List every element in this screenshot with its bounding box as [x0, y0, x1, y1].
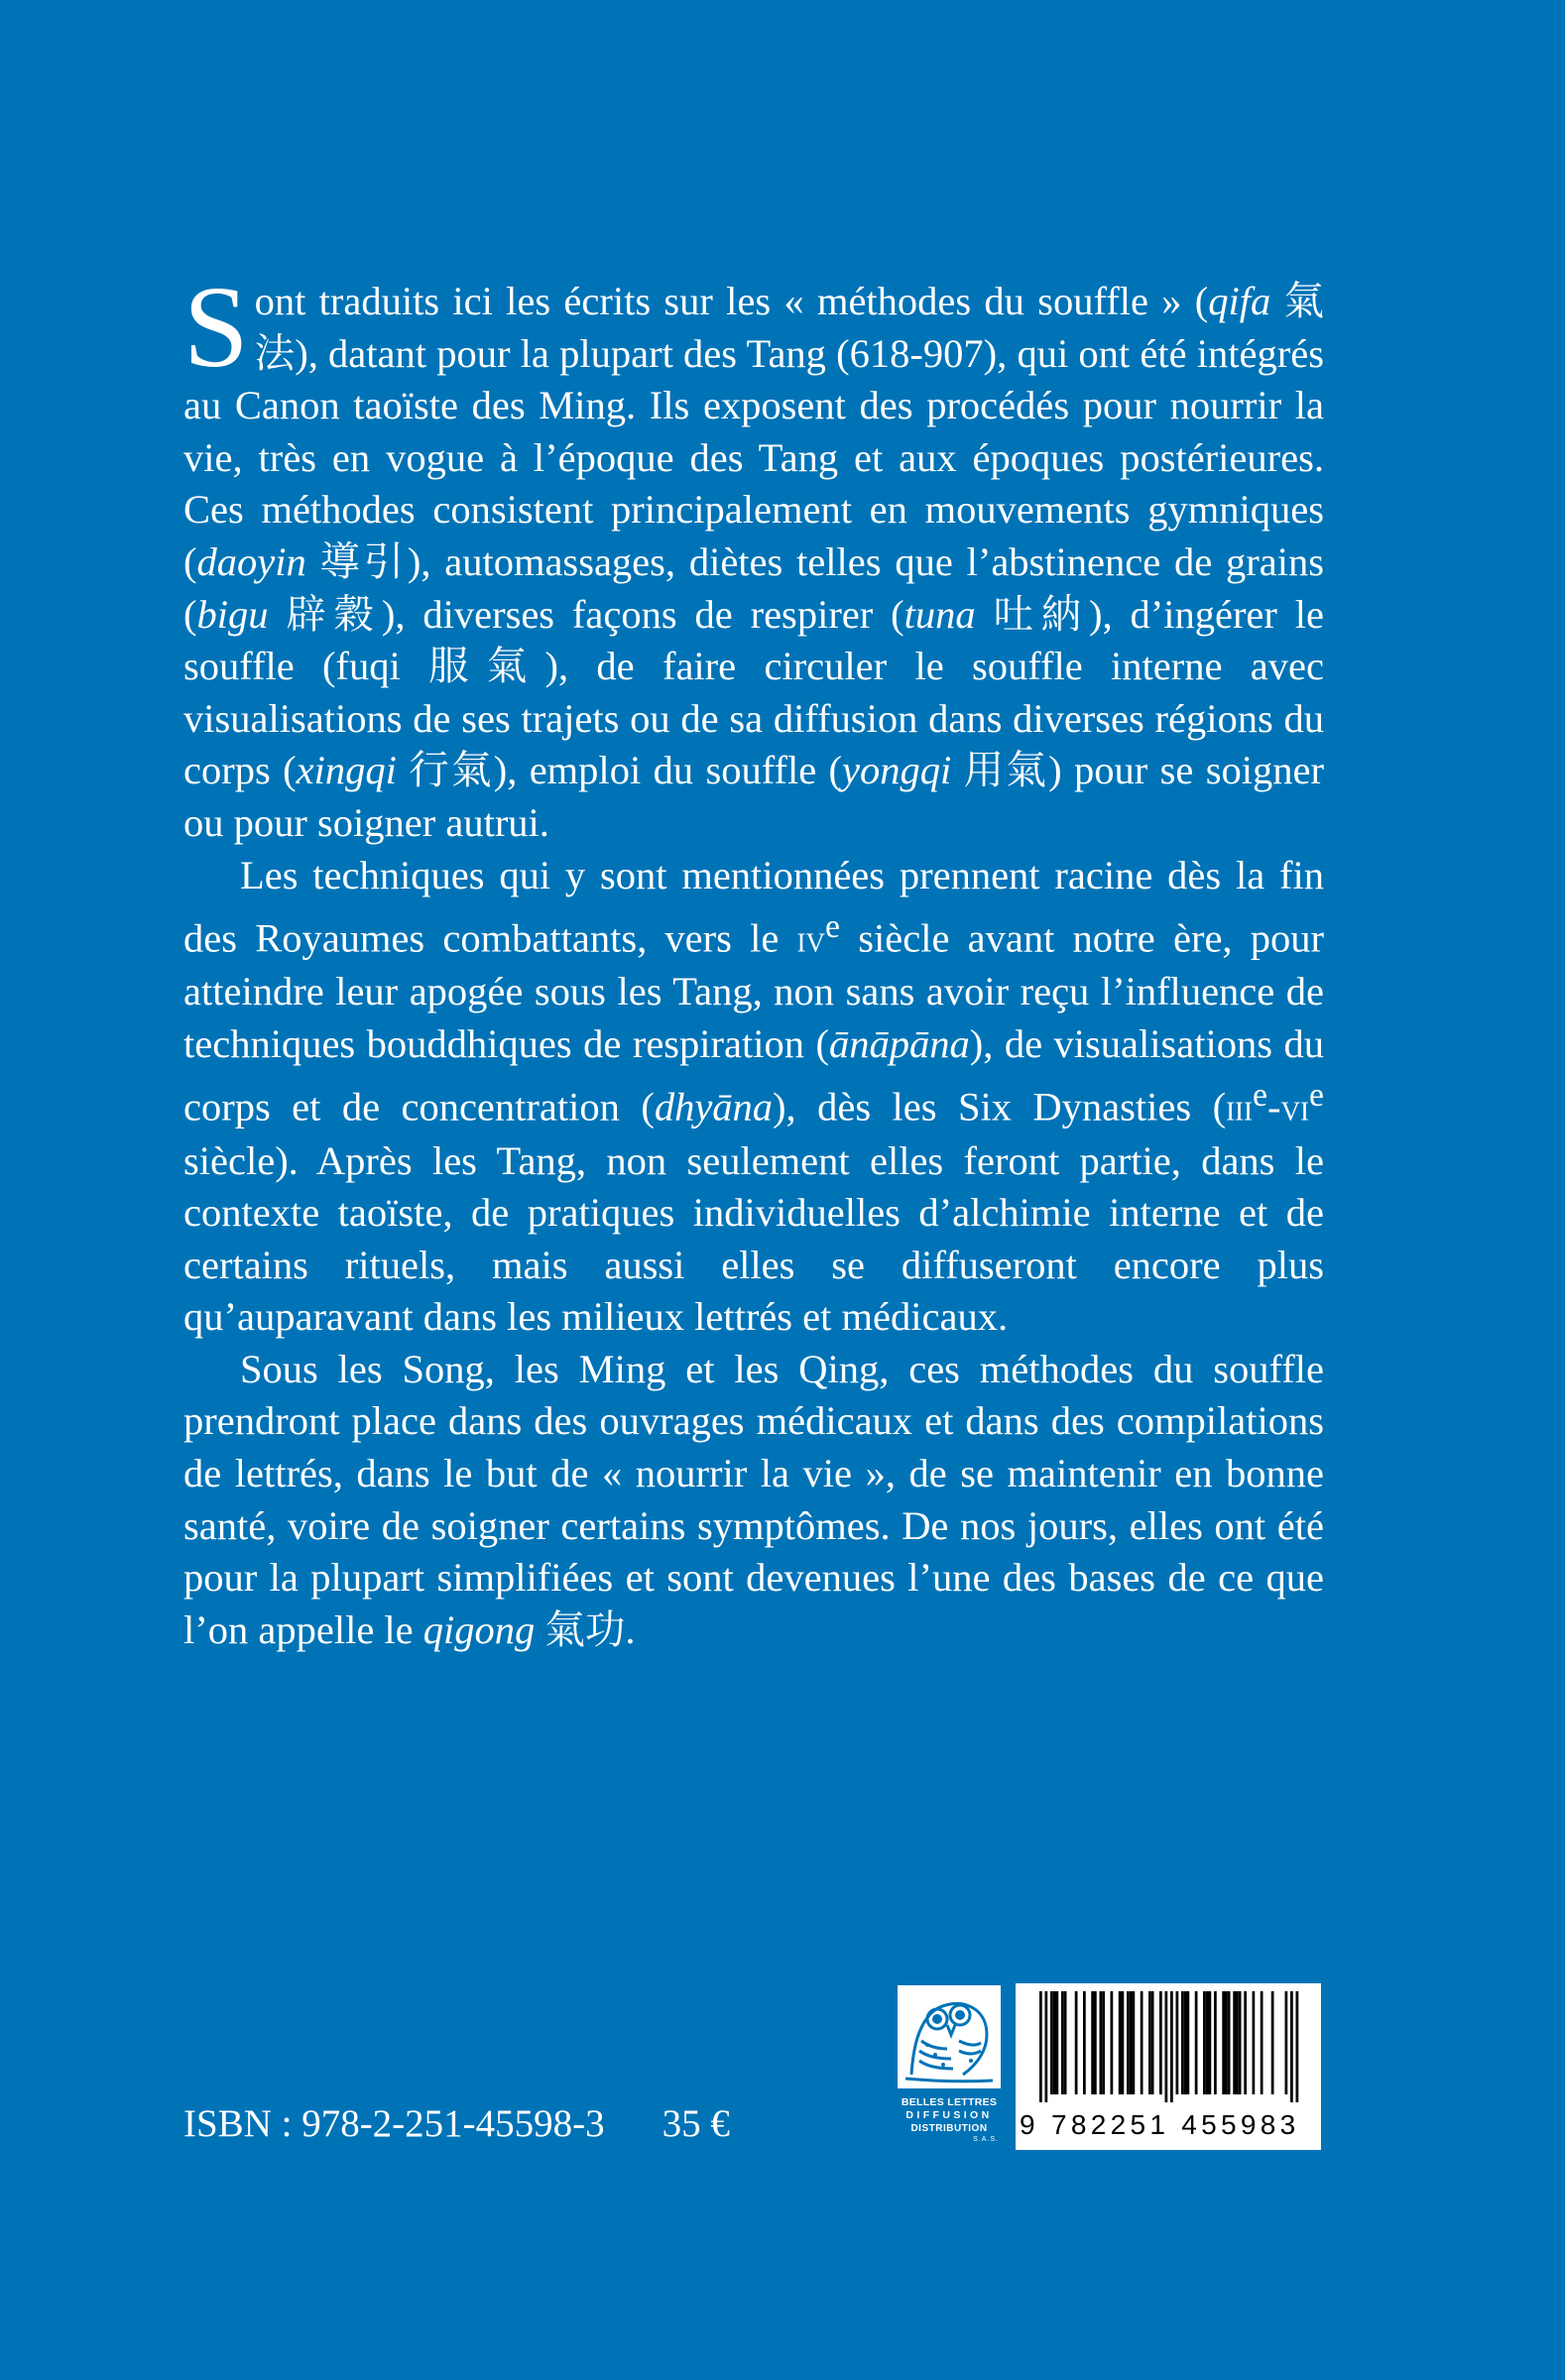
barcode-bar	[1039, 1991, 1042, 2102]
italic-term: xingqi	[296, 748, 397, 793]
barcode-bar	[1122, 1991, 1125, 2094]
barcode-digits: 9 782251 455983	[1020, 2109, 1300, 2140]
barcode-bar	[1165, 1991, 1168, 2102]
text-run: ), dès les Six Dynasties (	[773, 1084, 1227, 1130]
barcode-bar	[1228, 1991, 1231, 2094]
barcode-bar	[1203, 1991, 1206, 2094]
barcode-bar	[1056, 1991, 1059, 2094]
barcode-bar	[1141, 1991, 1144, 2094]
barcode-bar	[1233, 1991, 1236, 2094]
text-run: 導引), automassages, diètes telles que l’abstinence de grains (	[183, 538, 1324, 637]
logo-line-2: DIFFUSION	[905, 2109, 993, 2121]
text-run: Les techniques qui y sont mentionnées prennent racine dès la fin des Royaumes combattants, vers le	[183, 852, 1324, 961]
barcode-bar	[1111, 1991, 1114, 2094]
barcode-bar	[1094, 1991, 1097, 2094]
text-run: 氣法), datant pour la plupart des Tang (618-907), qui ont été intégrés au Canon taoïste des Ming. Ils exposent des procédés pour nourrir la vie, très en vogue à l’époque des Tang et aux époques postérieures. Ces méthodes consistent principalement en mouvements gymniques (	[183, 279, 1325, 584]
barcode-bar	[1102, 1991, 1105, 2094]
isbn: ISBN : 978-2-251-45598-3	[183, 2102, 605, 2145]
publisher-logo	[896, 1985, 1003, 2178]
italic-term: dhyāna	[654, 1084, 774, 1130]
barcode-bar	[1127, 1991, 1130, 2094]
barcode-bar	[1148, 1991, 1151, 2094]
price: 35 €	[662, 2102, 730, 2145]
italic-term: qifa	[1208, 279, 1271, 323]
text-run: 氣功.	[535, 1606, 636, 1652]
barcode-bar	[1075, 1991, 1078, 2094]
barcode-bar	[1239, 1991, 1242, 2094]
roman-numeral: iv	[796, 918, 826, 961]
barcode-bars	[1016, 1983, 1321, 2102]
blurb-paragraph-1-text	[183, 262, 1325, 845]
roman-numeral: iii	[1226, 1087, 1254, 1130]
barcode-bar	[1053, 1991, 1056, 2094]
drop-cap: S	[183, 262, 249, 392]
barcode-bar	[1064, 1991, 1067, 2094]
text-run: 行氣), emploi du souffle (	[396, 748, 843, 793]
barcode-bar	[1176, 1991, 1179, 2094]
ordinal-suffix: e	[825, 908, 841, 946]
roman-numeral: vi	[1280, 1087, 1310, 1130]
barcode-bar	[1181, 1991, 1184, 2094]
text-run: ), de visualisations du corps et de concentration (	[183, 1020, 1324, 1130]
barcode-bar	[1236, 1991, 1239, 2094]
barcode-bar	[1261, 1991, 1264, 2094]
barcode-bar	[1244, 1991, 1247, 2094]
text-run: Sous les Song, les Ming et les Qing, ces méthodes du souffle prendront place dans des ouvrages médicaux et dans des compilations de lettrés, dans le but de « nourrir la vie », de se maintenir en bonne santé, voire de soigner certains symptômes. De nos jours, elles ont été pour la plupart simplifiées et sont devenues l’une des bases de ce que l’on appelle le	[183, 1346, 1324, 1652]
logo-line-4: S.A.S.	[973, 2136, 999, 2143]
barcode-bar	[1159, 1991, 1162, 2094]
barcode-bar	[1184, 1991, 1187, 2094]
blurb-paragraph-2	[183, 850, 1324, 1344]
barcode-bar	[1170, 1991, 1173, 2102]
text-run: -	[1267, 1084, 1281, 1130]
text-run: 用氣) pour se soigner ou pour soigner autrui.	[183, 748, 1324, 845]
barcode-bar	[1083, 1991, 1086, 2094]
blurb-paragraph-3	[183, 1344, 1324, 1657]
italic-term: qigong	[422, 1606, 536, 1652]
barcode-bar	[1209, 1991, 1212, 2094]
italic-term: daoyin	[196, 538, 306, 584]
barcode-bar	[1225, 1991, 1228, 2094]
italic-term: bigu	[196, 591, 269, 637]
barcode-bar	[1050, 1991, 1053, 2094]
text-run: siècle avant notre ère, pour atteindre leur apogée sous les Tang, non sans avoir reçu l’influence de techniques bouddhiques de respiration (	[183, 915, 1324, 1066]
text-run: 辟穀), diverses façons de respirer (	[268, 591, 904, 637]
barcode-bar	[1214, 1991, 1217, 2094]
barcode-bar	[1100, 1991, 1103, 2094]
ordinal-suffix: e	[1309, 1077, 1325, 1115]
text-run: 吐納), d’ingérer le souffle (fuqi 服氣), de faire circuler le souffle interne avec visualisations de ses trajets ou de sa diffusion dans diverses régions du corps (	[183, 591, 1324, 793]
blurb	[183, 262, 1325, 1656]
blurb-paragraph-1	[183, 262, 1325, 850]
barcode-bar	[1195, 1991, 1198, 2094]
logo-line-1: BELLES LETTRES	[901, 2096, 998, 2108]
text-run: ont traduits ici les écrits sur les « méthodes du souffle » (	[254, 279, 1209, 323]
text-run: siècle). Après les Tang, non seulement elles feront partie, dans le contexte taoïste, de pratiques individuelles d’alchimie interne et de certains rituels, mais aussi elles se diffuseront encore plus qu’auparavant dans les milieux lettrés et médicaux.	[183, 1137, 1324, 1340]
barcode-bar	[1271, 1991, 1274, 2094]
barcode-bar	[1222, 1991, 1225, 2094]
italic-term: ānāpāna	[828, 1020, 970, 1066]
barcode-bar	[1296, 1991, 1299, 2102]
isbn-price-line	[183, 2100, 730, 2148]
barcode-bar	[1130, 1991, 1133, 2094]
barcode-bar	[1133, 1991, 1136, 2094]
ordinal-suffix: e	[1253, 1077, 1268, 1115]
italic-term: tuna	[903, 591, 976, 637]
barcode-bar	[1061, 1991, 1064, 2094]
barcode-bar	[1119, 1991, 1122, 2094]
barcode-bar	[1206, 1991, 1209, 2094]
logo-line-3: DISTRIBUTION	[910, 2123, 988, 2134]
owl-icon	[898, 1985, 1001, 2088]
barcode-bar	[1045, 1991, 1048, 2102]
barcode-bar	[1285, 1991, 1288, 2094]
barcode-bar	[1253, 1991, 1256, 2094]
barcode-bar	[1290, 1991, 1293, 2102]
barcode-bar	[1151, 1991, 1154, 2094]
barcode-bar	[1187, 1991, 1190, 2094]
italic-term: yongqi	[842, 748, 952, 793]
barcode-bar	[1091, 1991, 1094, 2094]
